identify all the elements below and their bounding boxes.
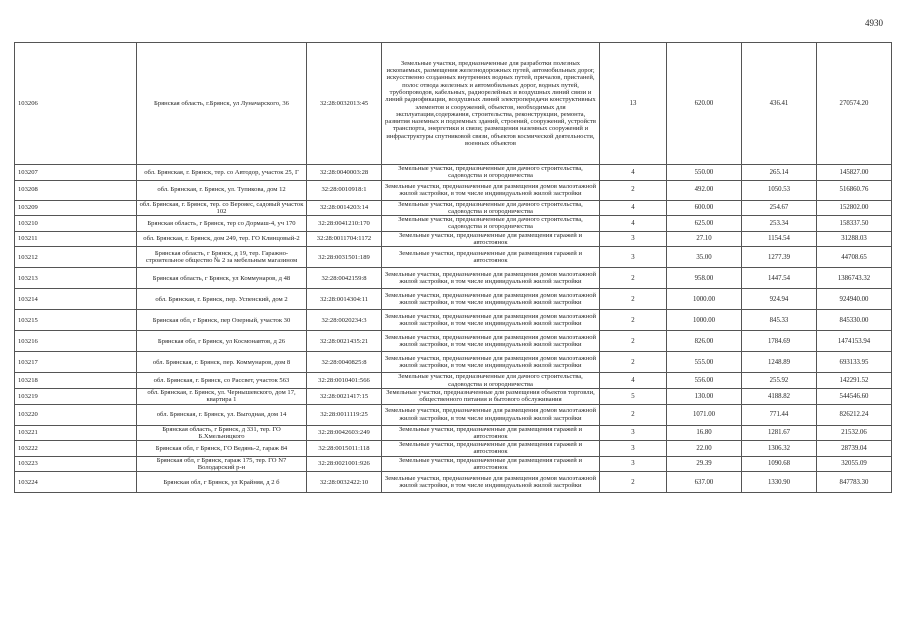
specific-value-cell: 1050.53 [742, 180, 817, 200]
table-row [15, 165, 892, 181]
row-id-cell: 103209 [15, 200, 137, 216]
cadastral-value-cell: 21532.06 [817, 425, 892, 441]
group-cell: 2 [600, 310, 667, 331]
row-id-cell: 103211 [15, 231, 137, 247]
address-cell: обл. Брянская, г. Брянск, пер. Коммунаров, дом 8 [137, 352, 307, 373]
area-cell: 555.00 [667, 352, 742, 373]
row-id-cell: 103222 [15, 441, 137, 457]
table-row [15, 231, 892, 247]
cadastral-value-cell: 845330.00 [817, 310, 892, 331]
cadastral-value-cell: 145827.00 [817, 165, 892, 181]
cadastral-number-cell: 32:28:0010918:1 [307, 180, 382, 200]
area-cell: 556.00 [667, 373, 742, 389]
group-cell: 3 [600, 231, 667, 247]
area-cell: 550.00 [667, 165, 742, 181]
land-use-cell: Земельные участки, предназначенные для размещения домов малоэтажной жилой застройки, в том числе индивидуальной жилой застройки [382, 331, 600, 352]
land-use-cell: Земельные участки, предназначенные для размещения домов малоэтажной жилой застройки, в том числе индивидуальной жилой застройки [382, 352, 600, 373]
specific-value-cell: 1277.39 [742, 247, 817, 268]
row-id-cell: 103224 [15, 472, 137, 493]
land-use-cell: Земельные участки, предназначенные для размещения домов малоэтажной жилой застройки, в том числе индивидуальной жилой застройки [382, 268, 600, 289]
address-cell: обл. Брянская, г. Брянск, дом 249, тер. ГО Клинцовый-2 [137, 231, 307, 247]
table-row [15, 310, 892, 331]
cadastral-value-cell: 847783.30 [817, 472, 892, 493]
land-use-cell: Земельные участки, предназначенные для дачного строительства, садоводства и огородничества [382, 373, 600, 389]
cadastral-value-table [14, 42, 892, 493]
address-cell: обл. Брянская, г. Брянск, ул. Тупикова, дом 12 [137, 180, 307, 200]
cadastral-value-cell: 44708.65 [817, 247, 892, 268]
cadastral-number-cell: 32:28:0015011:118 [307, 441, 382, 457]
row-id-cell: 103212 [15, 247, 137, 268]
land-use-cell: Земельные участки, предназначенные для размещения домов малоэтажной жилой застройки, в том числе индивидуальной жилой застройки [382, 180, 600, 200]
specific-value-cell: 1248.89 [742, 352, 817, 373]
specific-value-cell: 1447.54 [742, 268, 817, 289]
land-use-cell: Земельные участки, предназначенные для размещения гаражей и автостоянок [382, 231, 600, 247]
address-cell: обл. Брянская, г. Брянск, тер. со Верояес, садовый участок 102 [137, 200, 307, 216]
row-id-cell: 103215 [15, 310, 137, 331]
address-cell: Брянская область, г.Брянск, ул Луначарского, 36 [137, 43, 307, 165]
area-cell: 1071.00 [667, 404, 742, 425]
cadastral-value-cell: 924940.00 [817, 289, 892, 310]
row-id-cell: 103217 [15, 352, 137, 373]
cadastral-number-cell: 32:28:0042159:8 [307, 268, 382, 289]
address-cell: Брянская обл, г Брянск, пер Озерный, участок 30 [137, 310, 307, 331]
cadastral-value-cell: 693133.95 [817, 352, 892, 373]
page-number: 4930 [865, 18, 883, 28]
area-cell: 22.00 [667, 441, 742, 457]
cadastral-number-cell: 32:28:0020234:3 [307, 310, 382, 331]
area-cell: 492.00 [667, 180, 742, 200]
area-cell: 130.00 [667, 388, 742, 404]
cadastral-value-cell: 544546.60 [817, 388, 892, 404]
cadastral-number-cell: 32:28:0011704:1172 [307, 231, 382, 247]
row-id-cell: 103208 [15, 180, 137, 200]
group-cell: 3 [600, 441, 667, 457]
area-cell: 625.00 [667, 216, 742, 232]
row-id-cell: 103223 [15, 456, 137, 472]
land-use-cell: Земельные участки, предназначенные для дачного строительства, садоводства и огородничества [382, 216, 600, 232]
row-id-cell: 103213 [15, 268, 137, 289]
table-row [15, 388, 892, 404]
address-cell: обл. Брянская, г. Брянск, ул. Выгодная, дом 14 [137, 404, 307, 425]
area-cell: 600.00 [667, 200, 742, 216]
cadastral-number-cell: 32:28:0021001:926 [307, 456, 382, 472]
specific-value-cell: 1306.32 [742, 441, 817, 457]
cadastral-value-cell: 142291.52 [817, 373, 892, 389]
specific-value-cell: 436.41 [742, 43, 817, 165]
land-use-cell: Земельные участки, предназначенные для размещения гаражей и автостоянок [382, 425, 600, 441]
area-cell: 1000.00 [667, 310, 742, 331]
land-use-cell: Земельные участки, предназначенные для разработки полезных ископаемых, размещения железнодорожных путей, автомобильных дорог, искусственно созданных внутренних водных путей, причалов, пристаней, полос отвода железных и автомобильных дорог, водных путей, трубопроводов, кабельных, радиорелейных и воздушных линий связи и линий радиофикации, воздушных линий электропередачи конструктивных элементов и сооружений, объектов, необходимых для эксплуатации,содержания, строительства, реконструкции, ремонта, развития наземных и подземных зданий, строений, сооружений, устройств транспорта, энергетики и связи; размещения наземных сооружений и инфраструктуры спутниковой связи, объектов космической деятельности, военных объектов [382, 43, 600, 165]
area-cell: 29.39 [667, 456, 742, 472]
land-use-cell: Земельные участки, предназначенные для размещения домов малоэтажной жилой застройки, в том числе индивидуальной жилой застройки [382, 310, 600, 331]
table-row [15, 441, 892, 457]
cadastral-value-cell: 31288.03 [817, 231, 892, 247]
cadastral-value-cell: 826212.24 [817, 404, 892, 425]
cadastral-value-cell: 158337.50 [817, 216, 892, 232]
group-cell: 3 [600, 247, 667, 268]
table-row [15, 43, 892, 165]
table-row [15, 180, 892, 200]
address-cell: обл. Брянская, г. Брянск, тер. со Автодор, участок 25, Г [137, 165, 307, 181]
specific-value-cell: 1090.68 [742, 456, 817, 472]
land-use-cell: Земельные участки, предназначенные для дачного строительства, садоводства и огородничества [382, 165, 600, 181]
cadastral-number-cell: 32:28:0021417:15 [307, 388, 382, 404]
group-cell: 4 [600, 165, 667, 181]
row-id-cell: 103219 [15, 388, 137, 404]
specific-value-cell: 1784.69 [742, 331, 817, 352]
cadastral-number-cell: 32:28:0040825:8 [307, 352, 382, 373]
address-cell: обл. Брянская, г. Брянск, пер. Успенский, дом 2 [137, 289, 307, 310]
cadastral-number-cell: 32:28:0042603:249 [307, 425, 382, 441]
group-cell: 3 [600, 456, 667, 472]
cadastral-value-cell: 516860.76 [817, 180, 892, 200]
specific-value-cell: 924.94 [742, 289, 817, 310]
address-cell: обл. Брянская, г. Брянск, со Рассвет, участок 563 [137, 373, 307, 389]
group-cell: 3 [600, 425, 667, 441]
group-cell: 2 [600, 331, 667, 352]
row-id-cell: 103214 [15, 289, 137, 310]
specific-value-cell: 255.92 [742, 373, 817, 389]
group-cell: 13 [600, 43, 667, 165]
table-row [15, 268, 892, 289]
address-cell: Брянская область, г Брянск, д 331, тер. ГО Б.Хмельницкого [137, 425, 307, 441]
cadastral-number-cell: 32:28:0041210:170 [307, 216, 382, 232]
specific-value-cell: 1154.54 [742, 231, 817, 247]
cadastral-value-cell: 1474153.94 [817, 331, 892, 352]
table-row [15, 425, 892, 441]
cadastral-value-cell: 32055.09 [817, 456, 892, 472]
cadastral-value-cell: 270574.20 [817, 43, 892, 165]
table-row [15, 456, 892, 472]
address-cell: Брянская обл, г Брянск, гараж 175, тер. ГО N7 Володарский р-н [137, 456, 307, 472]
row-id-cell: 103221 [15, 425, 137, 441]
cadastral-number-cell: 32:28:0014203:14 [307, 200, 382, 216]
table-row [15, 352, 892, 373]
cadastral-value-cell: 28739.04 [817, 441, 892, 457]
address-cell: Брянская область, г Брянск, тер со Дормаш-4, уч 170 [137, 216, 307, 232]
land-use-cell: Земельные участки, предназначенные для размещения домов малоэтажной жилой застройки, в том числе индивидуальной жилой застройки [382, 472, 600, 493]
cadastral-number-cell: 32:28:0032422:10 [307, 472, 382, 493]
row-id-cell: 103207 [15, 165, 137, 181]
group-cell: 2 [600, 352, 667, 373]
group-cell: 4 [600, 216, 667, 232]
land-use-cell: Земельные участки, предназначенные для размещения гаражей и автостоянок [382, 441, 600, 457]
land-use-cell: Земельные участки, предназначенные для размещения домов малоэтажной жилой застройки, в том числе индивидуальной жилой застройки [382, 404, 600, 425]
table-row [15, 247, 892, 268]
specific-value-cell: 1330.90 [742, 472, 817, 493]
table-row [15, 373, 892, 389]
specific-value-cell: 1281.67 [742, 425, 817, 441]
area-cell: 620.00 [667, 43, 742, 165]
land-use-cell: Земельные участки, предназначенные для размещения домов малоэтажной жилой застройки, в том числе индивидуальной жилой застройки [382, 289, 600, 310]
table-row [15, 200, 892, 216]
land-use-cell: Земельные участки, предназначенные для размещения гаражей и автостоянок [382, 456, 600, 472]
specific-value-cell: 254.67 [742, 200, 817, 216]
table-row [15, 404, 892, 425]
area-cell: 637.00 [667, 472, 742, 493]
group-cell: 2 [600, 404, 667, 425]
group-cell: 4 [600, 200, 667, 216]
cadastral-number-cell: 32:28:0021435:21 [307, 331, 382, 352]
cadastral-number-cell: 32:28:0032013:45 [307, 43, 382, 165]
land-use-cell: Земельные участки, предназначенные для дачного строительства, садоводства и огородничества [382, 200, 600, 216]
row-id-cell: 103216 [15, 331, 137, 352]
table-body [15, 43, 892, 493]
address-cell: Брянская область, г Брянск, ул Коммунаров, д 48 [137, 268, 307, 289]
group-cell: 2 [600, 268, 667, 289]
group-cell: 2 [600, 472, 667, 493]
cadastral-number-cell: 32:28:0014304:11 [307, 289, 382, 310]
table-row [15, 331, 892, 352]
specific-value-cell: 253.34 [742, 216, 817, 232]
land-use-cell: Земельные участки, предназначенные для размещения гаражей и автостоянок [382, 247, 600, 268]
group-cell: 5 [600, 388, 667, 404]
address-cell: Брянская обл, г Брянск, ул Крайняя, д 2 б [137, 472, 307, 493]
cadastral-number-cell: 32:28:0010401:566 [307, 373, 382, 389]
cadastral-number-cell: 32:28:0040003:28 [307, 165, 382, 181]
table-row [15, 472, 892, 493]
area-cell: 826.00 [667, 331, 742, 352]
table-row [15, 289, 892, 310]
row-id-cell: 103206 [15, 43, 137, 165]
group-cell: 2 [600, 289, 667, 310]
area-cell: 27.10 [667, 231, 742, 247]
address-cell: Брянская обл, г Брянск, ул Космонавтов, д 26 [137, 331, 307, 352]
area-cell: 35.00 [667, 247, 742, 268]
land-use-cell: Земельные участки, предназначенные для размещения объектов торговли, общественного питания и бытового обслуживания [382, 388, 600, 404]
area-cell: 1000.00 [667, 289, 742, 310]
specific-value-cell: 4188.82 [742, 388, 817, 404]
cadastral-value-cell: 152802.00 [817, 200, 892, 216]
address-cell: Брянская обл, г Брянск, ГО Ведянь-2, гараж 84 [137, 441, 307, 457]
group-cell: 2 [600, 180, 667, 200]
address-cell: обл. Брянская, г. Брянск, ул. Чернышевского, дом 17, квартира 1 [137, 388, 307, 404]
group-cell: 4 [600, 373, 667, 389]
cadastral-value-cell: 1386743.32 [817, 268, 892, 289]
address-cell: Брянская область, г Брянск, д 19, тер. Гаражно-строительное общество № 2 за мебельным магазином [137, 247, 307, 268]
cadastral-number-cell: 32:28:0031501:189 [307, 247, 382, 268]
table-row [15, 216, 892, 232]
row-id-cell: 103218 [15, 373, 137, 389]
area-cell: 958.00 [667, 268, 742, 289]
specific-value-cell: 771.44 [742, 404, 817, 425]
row-id-cell: 103210 [15, 216, 137, 232]
area-cell: 16.80 [667, 425, 742, 441]
cadastral-number-cell: 32:28:0011119:25 [307, 404, 382, 425]
specific-value-cell: 265.14 [742, 165, 817, 181]
specific-value-cell: 845.33 [742, 310, 817, 331]
row-id-cell: 103220 [15, 404, 137, 425]
